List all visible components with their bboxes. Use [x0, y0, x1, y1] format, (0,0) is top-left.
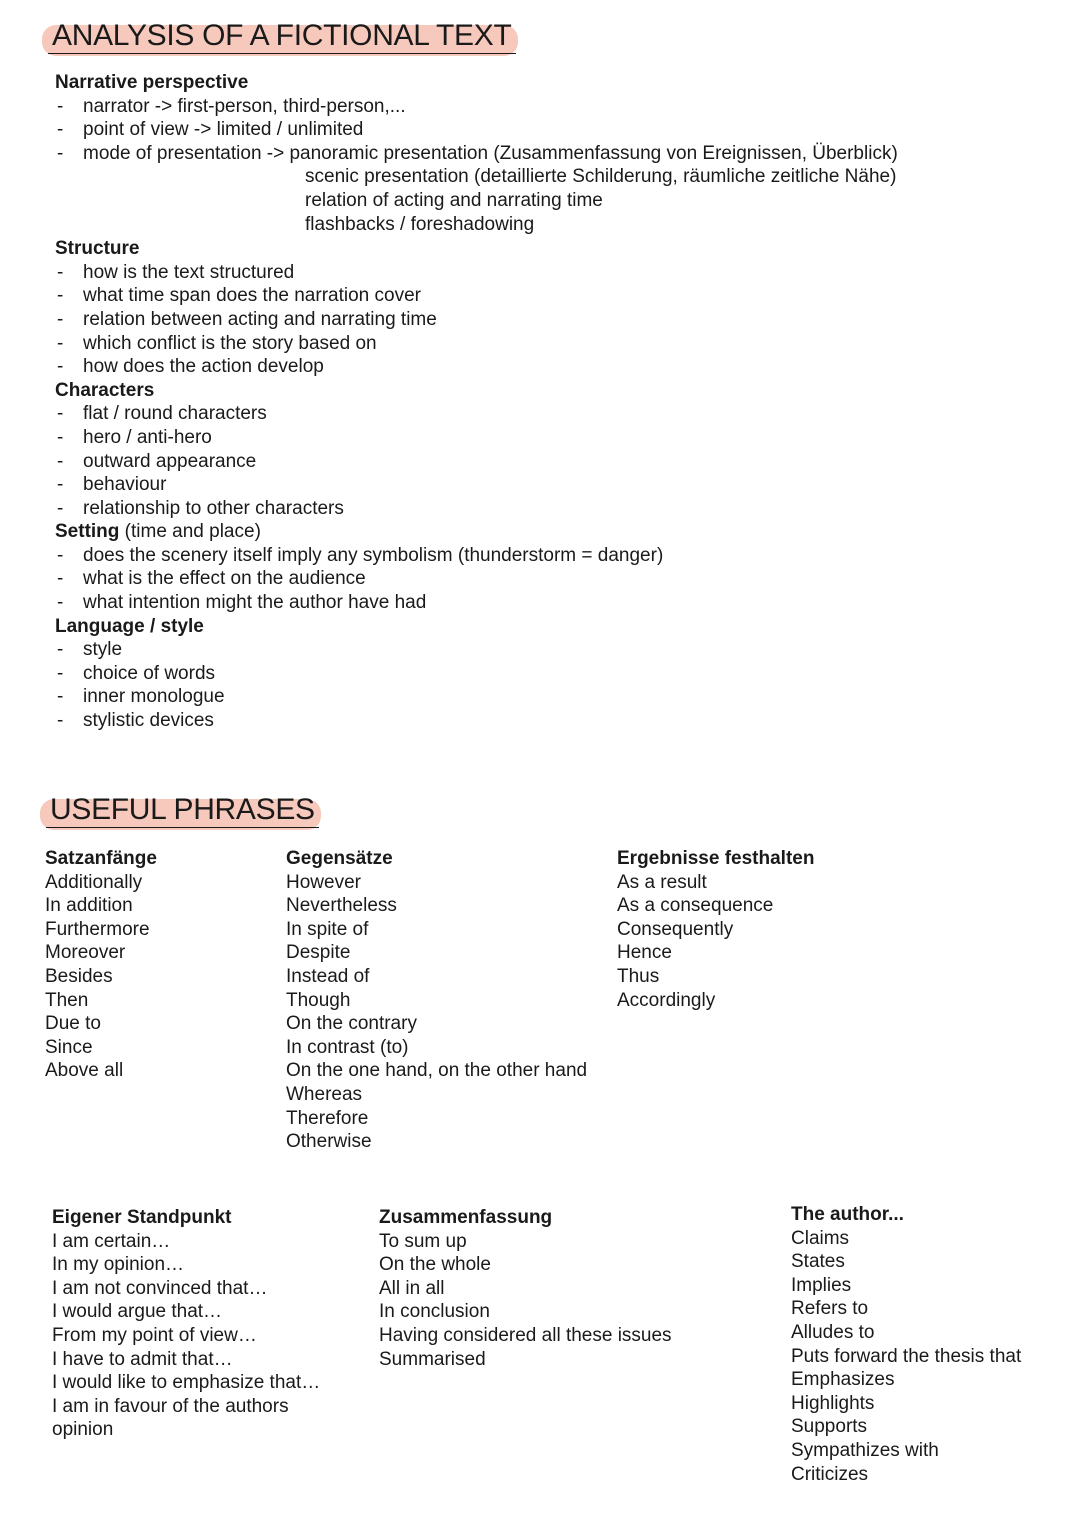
list-item: However: [286, 871, 361, 893]
list-item: - point of view -> limited / unlimited: [55, 118, 1055, 142]
list-item: Above all: [45, 1060, 124, 1082]
list-item: - relationship to other characters: [55, 497, 1055, 521]
list-item: Summarised: [379, 1348, 486, 1370]
satzanfaenge-heading: Satzanfänge: [45, 848, 157, 869]
standpunkt-heading: Eigener Standpunkt: [52, 1207, 232, 1228]
list-item: - behaviour: [55, 473, 1055, 497]
zusammenfassung-column: [379, 1206, 672, 1371]
list-item: Criticizes: [791, 1463, 869, 1485]
list-item: Otherwise: [286, 1131, 372, 1153]
phrases-title: USEFUL PHRASES: [46, 793, 319, 828]
list-item: Additionally: [45, 871, 143, 893]
setting-heading-extra: (time and place): [119, 521, 261, 543]
structure-list: [55, 261, 1055, 379]
list-item: Refers to: [791, 1298, 869, 1320]
list-item: Claims: [791, 1227, 850, 1249]
list-item: Though: [286, 989, 351, 1011]
list-item: In addition: [45, 895, 133, 917]
gegensaetze-column: [286, 847, 587, 1154]
satzanfaenge-column: [45, 847, 157, 1083]
list-item: Furthermore: [45, 918, 150, 940]
list-item: - what time span does the narration cover: [55, 284, 1055, 308]
list-item: As a result: [617, 871, 707, 893]
list-item: On the contrary: [286, 1013, 417, 1035]
list-item: - how does the action develop: [55, 355, 1055, 379]
list-item: In conclusion: [379, 1301, 490, 1323]
list-item: - how is the text structured: [55, 261, 1055, 285]
analysis-title: ANALYSIS OF A FICTIONAL TEXT: [48, 19, 516, 54]
list-item: Implies: [791, 1274, 852, 1296]
list-item: On the whole: [379, 1254, 491, 1276]
list-item: All in all: [379, 1277, 445, 1299]
list-item: In spite of: [286, 918, 369, 940]
list-item: - relation between acting and narrating time: [55, 308, 1055, 332]
language-list: [55, 638, 1055, 732]
standpunkt-column: [52, 1206, 322, 1442]
list-item: Highlights: [791, 1392, 875, 1414]
list-item: Whereas: [286, 1083, 363, 1105]
structure-heading: Structure: [55, 238, 140, 260]
author-column: [791, 1203, 1021, 1486]
list-item: Nevertheless: [286, 895, 397, 917]
list-item: - hero / anti-hero: [55, 426, 1055, 450]
list-item: I am not convinced that…: [52, 1277, 268, 1299]
list-item: Since: [45, 1036, 93, 1058]
narrative-list: [55, 95, 1055, 166]
list-item: On the one hand, on the other hand: [286, 1060, 588, 1082]
list-item: - inner monologue: [55, 685, 1055, 709]
list-item: - which conflict is the story based on: [55, 332, 1055, 356]
list-item: - outward appearance: [55, 450, 1055, 474]
list-item: - does the scenery itself imply any symbolism (thunderstorm = danger): [55, 544, 1055, 568]
list-item: - choice of words: [55, 662, 1055, 686]
list-item: Besides: [45, 965, 113, 987]
list-item: Despite: [286, 942, 351, 964]
list-item: Moreover: [45, 942, 126, 964]
setting-heading-label: Setting: [55, 521, 120, 543]
list-item: Therefore: [286, 1107, 369, 1129]
list-item: I have to admit that…: [52, 1348, 233, 1370]
list-item: - style: [55, 638, 1055, 662]
setting-heading: [55, 520, 1055, 544]
list-item: - stylistic devices: [55, 709, 1055, 733]
list-item: - flat / round characters: [55, 402, 1055, 426]
list-item: I am certain…: [52, 1230, 171, 1252]
narrative-subline: scenic presentation (detaillierte Schilderung, räumliche zeitliche Nähe): [305, 166, 897, 188]
list-item: Alludes to: [791, 1321, 875, 1343]
list-item: Instead of: [286, 965, 370, 987]
gegensaetze-heading: Gegensätze: [286, 848, 393, 869]
list-item: Thus: [617, 965, 660, 987]
list-item: Puts forward the thesis that: [791, 1345, 1022, 1367]
author-heading: The author...: [791, 1204, 904, 1225]
analysis-outline: [55, 71, 1055, 733]
characters-heading: Characters: [55, 379, 155, 401]
list-item: - what is the effect on the audience: [55, 567, 1055, 591]
narrative-heading: Narrative perspective: [55, 72, 249, 93]
list-item: In contrast (to): [286, 1036, 409, 1058]
list-item: To sum up: [379, 1230, 467, 1252]
ergebnisse-column: [617, 847, 814, 1012]
list-item: As a consequence: [617, 895, 774, 917]
list-item: Accordingly: [617, 989, 716, 1011]
list-item: Sympathizes with: [791, 1439, 939, 1461]
list-item: - mode of presentation -> panoramic presentation (Zusammenfassung von Ereignissen, Überblick): [55, 142, 1055, 166]
list-item: From my point of view…: [52, 1324, 257, 1346]
zusammenfassung-heading: Zusammenfassung: [379, 1207, 553, 1228]
list-item: In my opinion…: [52, 1254, 185, 1276]
setting-list: [55, 544, 1055, 615]
characters-list: [55, 402, 1055, 520]
list-item: Consequently: [617, 918, 734, 940]
narrative-subline: relation of acting and narrating time: [305, 189, 603, 211]
ergebnisse-heading: Ergebnisse festhalten: [617, 848, 815, 869]
list-item: - narrator -> first-person, third-person,...: [55, 95, 1055, 119]
list-item: I am in favour of the authors opinion: [52, 1395, 289, 1441]
list-item: Supports: [791, 1416, 868, 1438]
list-item: Emphasizes: [791, 1369, 895, 1391]
list-item: - what intention might the author have had: [55, 591, 1055, 615]
language-heading: Language / style: [55, 615, 204, 637]
list-item: Having considered all these issues: [379, 1324, 672, 1346]
list-item: Hence: [617, 942, 672, 964]
list-item: States: [791, 1251, 845, 1273]
list-item: Then: [45, 989, 89, 1011]
list-item: I would like to emphasize that…: [52, 1372, 321, 1394]
list-item: I would argue that…: [52, 1301, 223, 1323]
narrative-subline: flashbacks / foreshadowing: [305, 213, 535, 235]
list-item: Due to: [45, 1013, 101, 1035]
